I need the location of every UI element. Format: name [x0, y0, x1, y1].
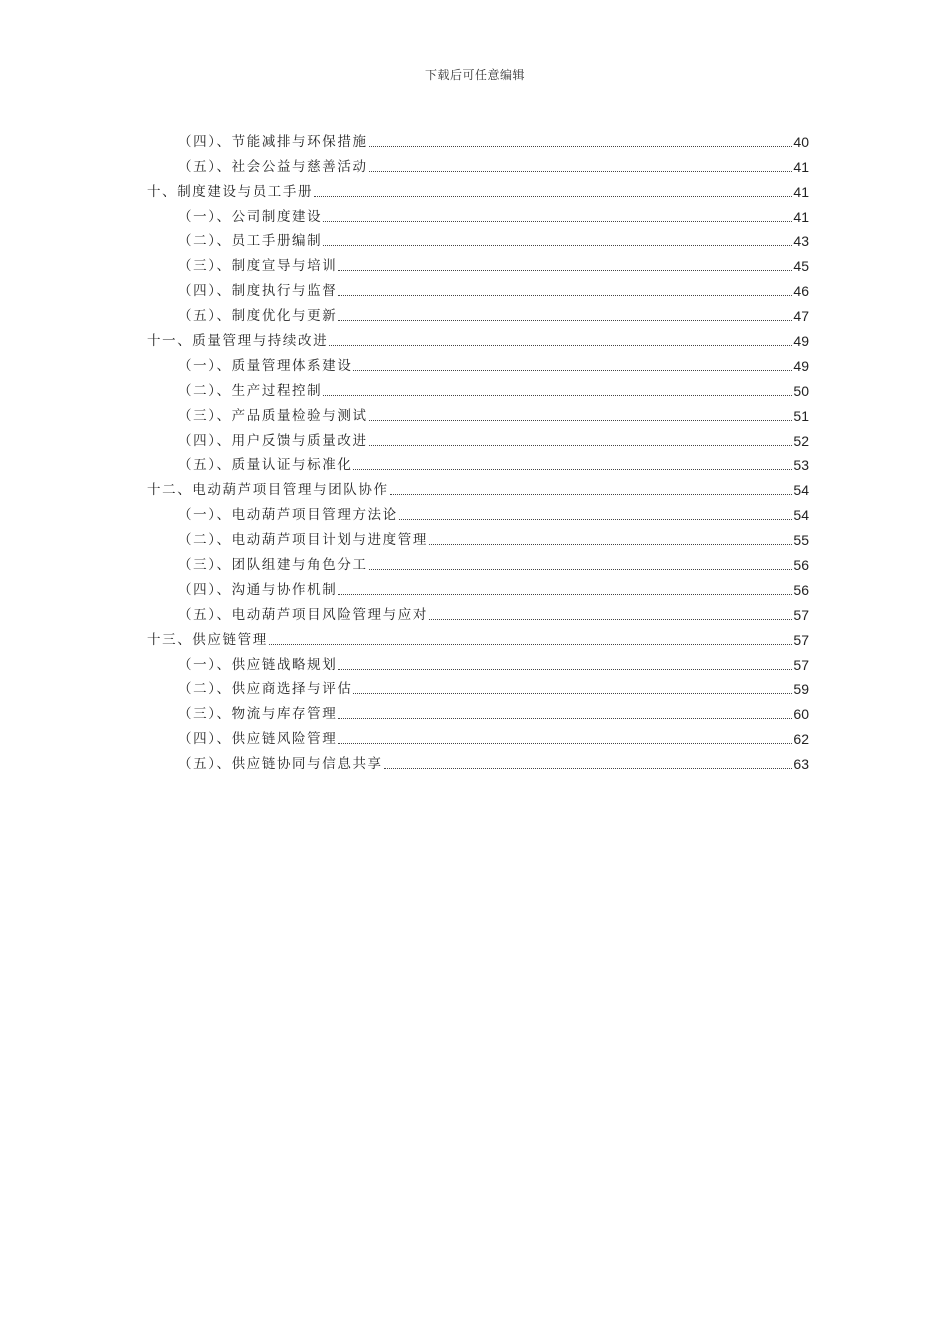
toc-entry-page: 54 — [793, 507, 809, 524]
toc-entry-title: （二）、供应商选择与评估 — [178, 681, 353, 698]
toc-entry-page: 43 — [793, 233, 809, 250]
toc-entry[interactable] — [147, 226, 809, 251]
toc-chapter-entry[interactable] — [147, 474, 809, 499]
toc-entry-title: （五）、社会公益与慈善活动 — [178, 158, 368, 175]
toc-entry-title: 十一、质量管理与持续改进 — [147, 333, 329, 350]
toc-entry-page: 59 — [793, 681, 809, 698]
toc-entry[interactable] — [147, 450, 809, 475]
toc-chapter-entry[interactable] — [147, 176, 809, 201]
toc-entry-title: （三）、物流与库存管理 — [178, 706, 338, 723]
toc-dot-leader — [323, 395, 792, 396]
toc-entry-page: 60 — [793, 706, 809, 723]
toc-dot-leader — [323, 221, 792, 222]
toc-entry-page: 57 — [793, 656, 809, 673]
toc-entry-page: 41 — [793, 158, 809, 175]
toc-entry-title: （五）、质量认证与标准化 — [178, 457, 353, 474]
toc-dot-leader — [429, 619, 792, 620]
toc-entry-page: 46 — [793, 283, 809, 300]
toc-entry-title: （一）、质量管理体系建设 — [178, 357, 353, 374]
toc-entry[interactable] — [147, 524, 809, 549]
toc-entry-title: （二）、生产过程控制 — [178, 382, 323, 399]
toc-entry-page: 41 — [793, 208, 809, 225]
toc-entry[interactable] — [147, 574, 809, 599]
toc-entry[interactable] — [147, 126, 809, 151]
toc-entry-page: 41 — [793, 183, 809, 200]
toc-entry[interactable] — [147, 275, 809, 300]
toc-entry-page: 49 — [793, 357, 809, 374]
toc-entry-page: 51 — [793, 407, 809, 424]
toc-dot-leader — [338, 295, 792, 296]
toc-entry-page: 62 — [793, 731, 809, 748]
toc-entry[interactable] — [147, 723, 809, 748]
toc-entry-title: （五）、供应链协同与信息共享 — [178, 756, 383, 773]
toc-entry[interactable] — [147, 201, 809, 226]
toc-dot-leader — [269, 644, 793, 645]
toc-dot-leader — [353, 370, 792, 371]
toc-entry[interactable] — [147, 649, 809, 674]
toc-entry[interactable] — [147, 499, 809, 524]
toc-entry[interactable] — [147, 350, 809, 375]
toc-chapter-entry[interactable] — [147, 325, 809, 350]
toc-entry-page: 40 — [793, 133, 809, 150]
toc-entry-title: （四）、用户反馈与质量改进 — [178, 432, 368, 449]
toc-entry-title: （四）、供应链风险管理 — [178, 731, 338, 748]
toc-dot-leader — [338, 669, 792, 670]
toc-entry-page: 57 — [793, 631, 809, 648]
toc-entry-page: 47 — [793, 308, 809, 325]
toc-entry-title: 十二、电动葫芦项目管理与团队协作 — [147, 482, 389, 499]
toc-entry[interactable] — [147, 425, 809, 450]
toc-entry[interactable] — [147, 375, 809, 400]
toc-entry-page: 54 — [793, 482, 809, 499]
toc-entry-title: 十三、供应链管理 — [147, 631, 268, 648]
toc-dot-leader — [390, 494, 793, 495]
toc-entry-page: 53 — [793, 457, 809, 474]
toc-dot-leader — [369, 445, 793, 446]
toc-entry-page: 57 — [793, 606, 809, 623]
toc-dot-leader — [369, 146, 793, 147]
toc-entry[interactable] — [147, 599, 809, 624]
toc-chapter-entry[interactable] — [147, 624, 809, 649]
toc-entry-title: （一）、电动葫芦项目管理方法论 — [178, 507, 398, 524]
toc-dot-leader — [338, 320, 792, 321]
toc-entry[interactable] — [147, 698, 809, 723]
page-header: 下载后可任意编辑 — [424, 68, 525, 82]
toc-entry-page: 56 — [793, 581, 809, 598]
toc-entry-title: （四）、节能减排与环保措施 — [178, 133, 368, 150]
toc-dot-leader — [338, 718, 792, 719]
toc-entry[interactable] — [147, 250, 809, 275]
table-of-contents — [147, 126, 809, 773]
toc-entry-title: （一）、公司制度建设 — [178, 208, 323, 225]
toc-entry[interactable] — [147, 300, 809, 325]
toc-entry[interactable] — [147, 674, 809, 699]
toc-entry-title: （四）、沟通与协作机制 — [178, 581, 338, 598]
toc-dot-leader — [338, 743, 792, 744]
toc-dot-leader — [314, 196, 792, 197]
toc-entry-page: 55 — [793, 532, 809, 549]
toc-dot-leader — [369, 569, 793, 570]
toc-entry-title: （二）、员工手册编制 — [178, 233, 323, 250]
toc-entry-page: 63 — [793, 756, 809, 773]
toc-entry-title: （五）、电动葫芦项目风险管理与应对 — [178, 606, 428, 623]
toc-dot-leader — [338, 594, 792, 595]
toc-entry[interactable] — [147, 400, 809, 425]
toc-entry-page: 45 — [793, 258, 809, 275]
toc-dot-leader — [353, 469, 792, 470]
toc-entry-title: （一）、供应链战略规划 — [178, 656, 338, 673]
toc-dot-leader — [353, 693, 792, 694]
toc-dot-leader — [329, 345, 792, 346]
toc-entry-title: （四）、制度执行与监督 — [178, 283, 338, 300]
toc-entry-title: （五）、制度优化与更新 — [178, 308, 338, 325]
toc-entry[interactable] — [147, 151, 809, 176]
toc-entry-page: 52 — [793, 432, 809, 449]
toc-entry-title: （三）、制度宣导与培训 — [178, 258, 338, 275]
toc-entry-page: 56 — [793, 557, 809, 574]
toc-entry-title: （三）、产品质量检验与测试 — [178, 407, 368, 424]
toc-dot-leader — [429, 544, 792, 545]
toc-entry-page: 50 — [793, 382, 809, 399]
toc-entry[interactable] — [147, 748, 809, 773]
toc-entry[interactable] — [147, 549, 809, 574]
toc-dot-leader — [338, 270, 792, 271]
toc-entry-title: （三）、团队组建与角色分工 — [178, 557, 368, 574]
toc-entry-page: 49 — [793, 333, 809, 350]
toc-dot-leader — [399, 519, 793, 520]
toc-dot-leader — [369, 171, 793, 172]
toc-dot-leader — [369, 420, 793, 421]
toc-dot-leader — [323, 245, 792, 246]
toc-entry-title: 十、制度建设与员工手册 — [147, 183, 314, 200]
toc-entry-title: （二）、电动葫芦项目计划与进度管理 — [178, 532, 428, 549]
toc-dot-leader — [384, 768, 793, 769]
